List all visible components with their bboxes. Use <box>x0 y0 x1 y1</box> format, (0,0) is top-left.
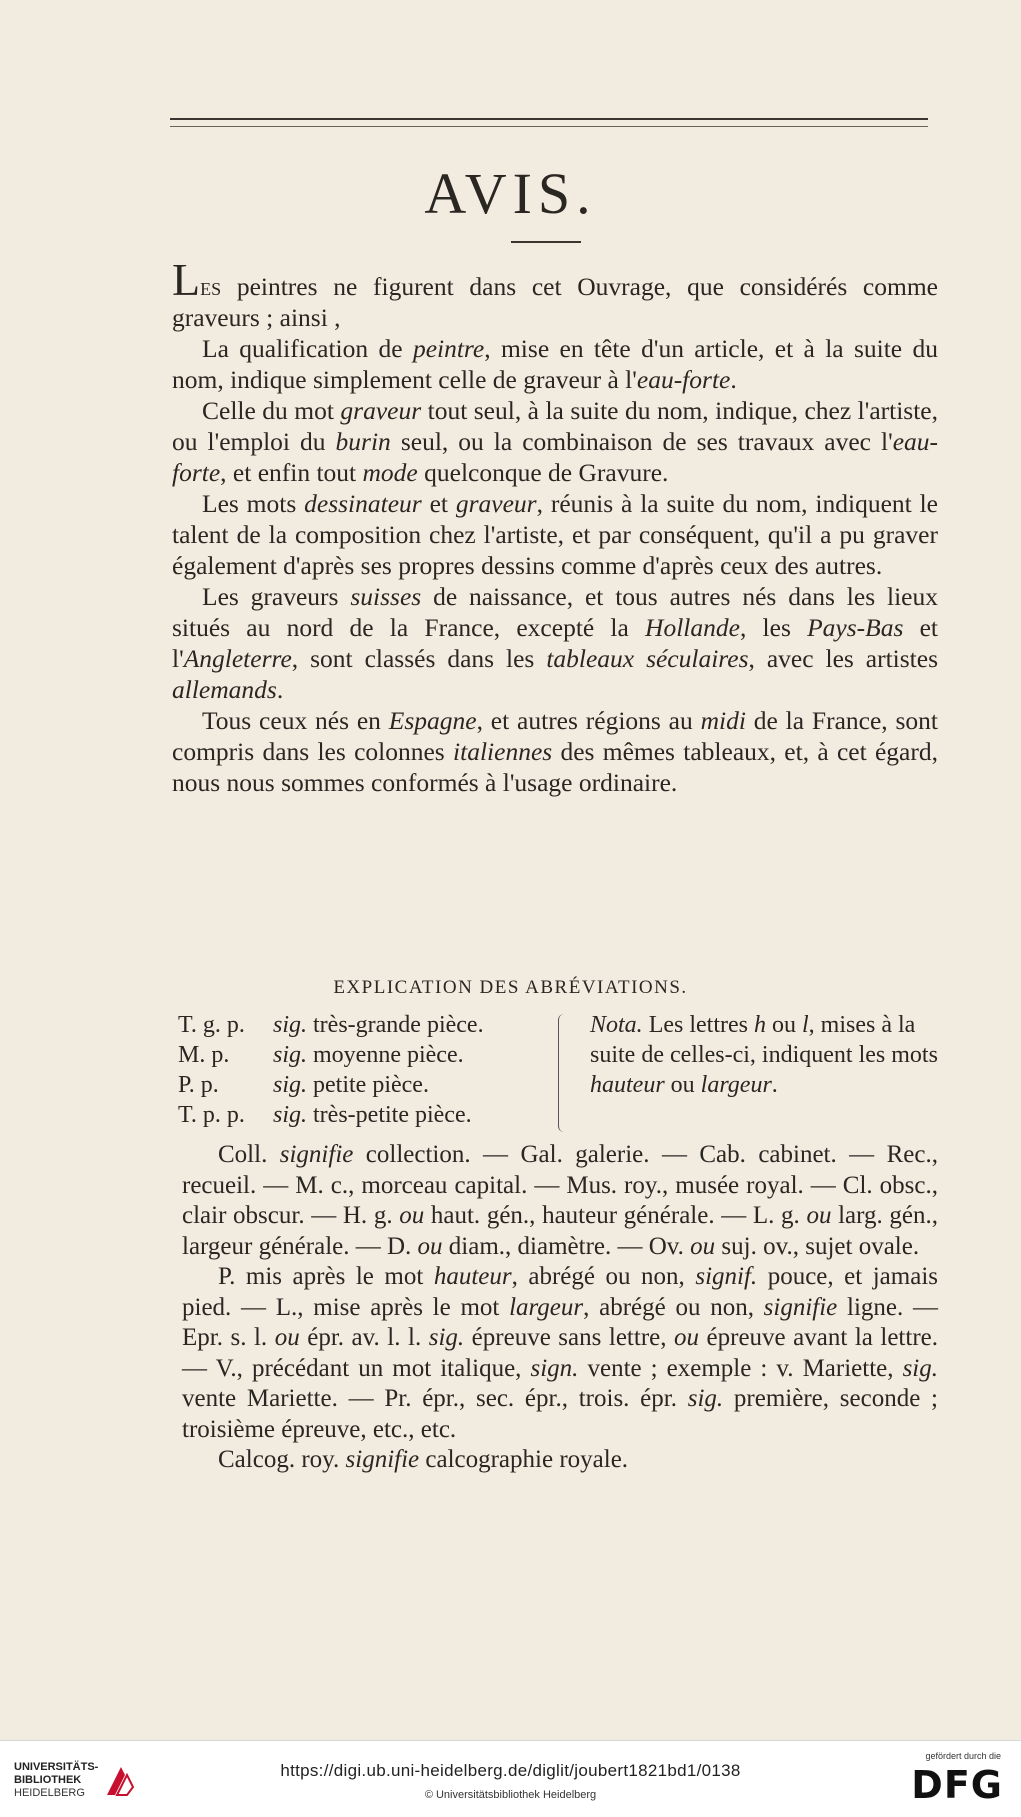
notice-body <box>172 254 939 798</box>
abbreviation-key: T. p. p. <box>178 1102 245 1128</box>
abbreviation-list <box>178 1010 558 1130</box>
notice-paragraph: Les graveurs suisses de naissance, et tous autres nés dans les lieux situés au nord de la France, excepté la Hollande, les Pays-Bas et l'Angleterre, sont classés dans les tableaux séculaires, avec les artistes allemands. <box>172 582 939 704</box>
section-heading: EXPLICATION DES ABRÉVIATIONS. <box>333 977 688 998</box>
abbreviation-key: T. g. p. <box>178 1012 245 1038</box>
notice-paragraph: Les peintres ne figurent dans cet Ouvrage, que considérés comme graveurs ; ainsi , <box>172 254 938 332</box>
notice-paragraph: Les mots dessinateur et graveur, réunis à la suite du nom, indiquent le talent de la composition chez l'artiste, et par conséquent, qu'il a pu graver également d'après ses propres dessins comme d'après ceux des autres. <box>172 489 938 580</box>
page-url-link[interactable]: https://digi.ub.uni-heidelberg.de/diglit/joubert1821bd1/0138 <box>280 1761 741 1780</box>
funder-caption: gefördert durch die <box>925 1751 1001 1761</box>
abbreviation-meaning: sig. très-petite pièce. <box>273 1102 472 1128</box>
library-name-line2: BIBLIOTHEK <box>14 1774 82 1786</box>
top-rule <box>170 118 928 120</box>
abbreviation-paragraph: Calcog. roy. signifie calcographie royale. <box>218 1446 629 1473</box>
abbreviation-key: M. p. <box>178 1042 230 1068</box>
notice-paragraph: Celle du mot graveur tout seul, à la suite du nom, indique, chez l'artiste, ou l'emploi du burin seul, ou la combinaison de ses travaux avec l'eau-forte, et enfin tout mode quelconque de Gravure. <box>172 396 939 487</box>
page-title: AVIS. <box>424 161 597 226</box>
abbreviation-paragraph: Coll. signifie collection. — Gal. galerie. — Cab. cabinet. — Rec., recueil. — M. c., morceau capital. — Mus. roy., musée royal. — Cl. obsc., clair obscur. — H. g. ou haut. gén., hauteur générale. — L. g. ou larg. gén., largeur générale. — D. ou diam., diamètre. — Ov. ou suj. ov., sujet ovale. <box>182 1141 939 1260</box>
abbreviation-row <box>178 1070 558 1100</box>
viewer-footer <box>0 1740 1021 1817</box>
copyright-text: © Universitätsbibliothek Heidelberg <box>424 1789 597 1801</box>
abbreviation-meaning: sig. très-grande pièce. <box>273 1012 484 1038</box>
notice-paragraph: Tous ceux nés en Espagne, et autres régions au midi de la France, sont compris dans les colonnes italiennes des mêmes tableaux, et, à cet égard, nous nous sommes conformés à l'usage ordinaire. <box>172 706 938 797</box>
notice-paragraph: La qualification de peintre, mise en tête d'un article, et à la suite du nom, indique simplement celle de graveur à l'eau-forte. <box>172 334 938 394</box>
abbreviation-row <box>178 1010 558 1040</box>
top-rule-thin <box>170 126 928 127</box>
abbreviation-key: P. p. <box>178 1072 219 1098</box>
abbreviation-row <box>178 1040 558 1070</box>
abbreviation-notes <box>182 1140 938 1476</box>
title-underline <box>511 241 581 243</box>
abbreviation-meaning: sig. petite pièce. <box>273 1072 429 1098</box>
abbreviation-row <box>178 1100 558 1130</box>
dfg-logo[interactable]: DFG <box>911 1763 1003 1807</box>
brace-divider <box>558 1014 579 1132</box>
library-name-line1: UNIVERSITÄTS- <box>14 1761 99 1773</box>
library-name-line3: HEIDELBERG <box>14 1787 85 1799</box>
nota-text: Nota. Les lettres h ou l, mises à la suite de celles-ci, indiquent les mots hauteur ou largeur. <box>590 1012 938 1098</box>
abbreviation-meaning: sig. moyenne pièce. <box>273 1042 464 1068</box>
abbreviation-paragraph: P. mis après le mot hauteur, abrégé ou non, signif. pouce, et jamais pied. — L., mise après le mot largeur, abrégé ou non, signifie ligne. — Epr. s. l. ou épr. av. l. l. sig. épreuve sans lettre, ou épreuve avant la lettre. — V., précédant un mot italique, sign. vente ; exemple : v. Mariette, sig. vente Mariette. — Pr. épr., sec. épr., trois. épr. sig. première, seconde ; troisième épreuve, etc., etc. <box>182 1263 938 1443</box>
